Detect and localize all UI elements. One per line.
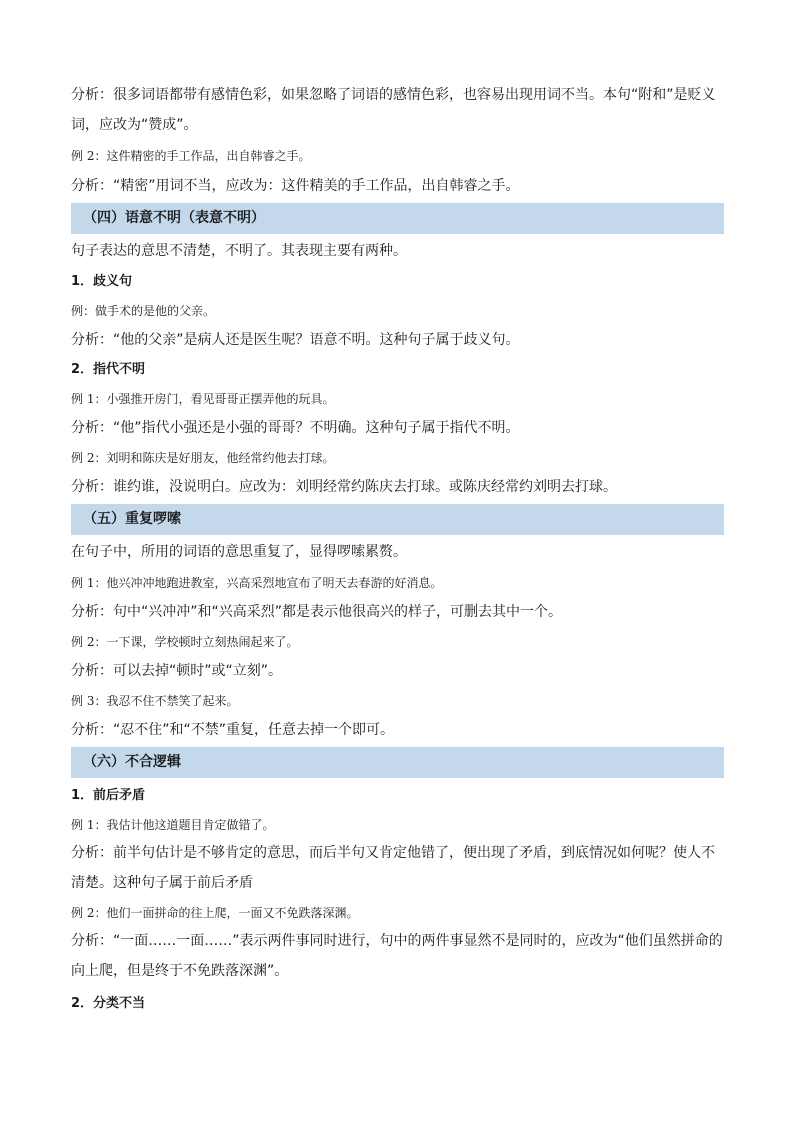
subheading: 1．前后矛盾 xyxy=(71,788,146,803)
analysis-paragraph: 分析：“一面……一面……”表示两件事同时进行，句中的两件事显然不是同时的，应改为“他们虽然拼命的向上爬，但是终于不免跌落深渊”。 xyxy=(71,933,723,979)
example-sentence: 例 2：刘明和陈庆是好朋友，他经常约他去打球。 xyxy=(71,451,335,465)
analysis-paragraph: 分析：“忍不住”和“不禁”重复，任意去掉一个即可。 xyxy=(71,722,395,738)
analysis-paragraph: 分析：前半句估计是不够肯定的意思，而后半句又肯定他错了，便出现了矛盾，到底情况如何呢？使人不清楚。这种句子属于前后矛盾 xyxy=(71,845,715,891)
subheading: 1．歧义句 xyxy=(71,274,133,289)
analysis-paragraph: 分析：句中“兴冲冲”和“兴高采烈”都是表示他很高兴的样子，可删去其中一个。 xyxy=(71,604,563,620)
section-heading-5: （五）重复啰嗦 xyxy=(71,504,724,535)
example-sentence: 例 2：一下课，学校顿时立刻热闹起来了。 xyxy=(71,635,299,649)
example-sentence: 例 3：我忍不住不禁笑了起来。 xyxy=(71,694,239,708)
analysis-paragraph: 分析：谁约谁，没说明白。应改为：刘明经常约陈庆去打球。或陈庆经常约刘明去打球。 xyxy=(71,479,617,495)
document-body xyxy=(71,80,724,1012)
analysis-paragraph: 分析：很多词语都带有感情色彩，如果忽略了词语的感情色彩，也容易出现用词不当。本句“附和”是贬义词，应改为“赞成”。 xyxy=(71,87,716,133)
example-sentence: 例 2：这件精密的手工作品，出自韩睿之手。 xyxy=(71,149,311,163)
intro-paragraph: 句子表达的意思不清楚，不明了。其表现主要有两种。 xyxy=(71,243,407,259)
intro-paragraph: 在句子中，所用的词语的意思重复了，显得啰嗦累赘。 xyxy=(71,544,407,560)
subheading: 2．指代不明 xyxy=(71,362,146,377)
section-heading-6: （六）不合逻辑 xyxy=(71,747,724,778)
example-sentence: 例：做手术的是他的父亲。 xyxy=(71,304,216,318)
subheading: 2．分类不当 xyxy=(71,996,146,1011)
example-sentence: 例 2：他们一面拼命的往上爬，一面又不免跌落深渊。 xyxy=(71,906,359,920)
analysis-paragraph: 分析：“精密”用词不当，应改为：这件精美的手工作品，出自韩睿之手。 xyxy=(71,178,520,194)
analysis-paragraph: 分析：“他”指代小强还是小强的哥哥？不明确。这种句子属于指代不明。 xyxy=(71,420,520,436)
example-sentence: 例 1：他兴冲冲地跑进教室，兴高采烈地宣布了明天去春游的好消息。 xyxy=(71,576,443,590)
analysis-paragraph: 分析：“他的父亲”是病人还是医生呢？语意不明。这种句子属于歧义句。 xyxy=(71,332,520,348)
section-heading-4: （四）语意不明（表意不明） xyxy=(71,203,724,234)
example-sentence: 例 1：我估计他这道题目肯定做错了。 xyxy=(71,818,275,832)
example-sentence: 例 1：小强推开房门，看见哥哥正摆弄他的玩具。 xyxy=(71,392,335,406)
analysis-paragraph: 分析：可以去掉“顿时”或“立刻”。 xyxy=(71,663,283,679)
